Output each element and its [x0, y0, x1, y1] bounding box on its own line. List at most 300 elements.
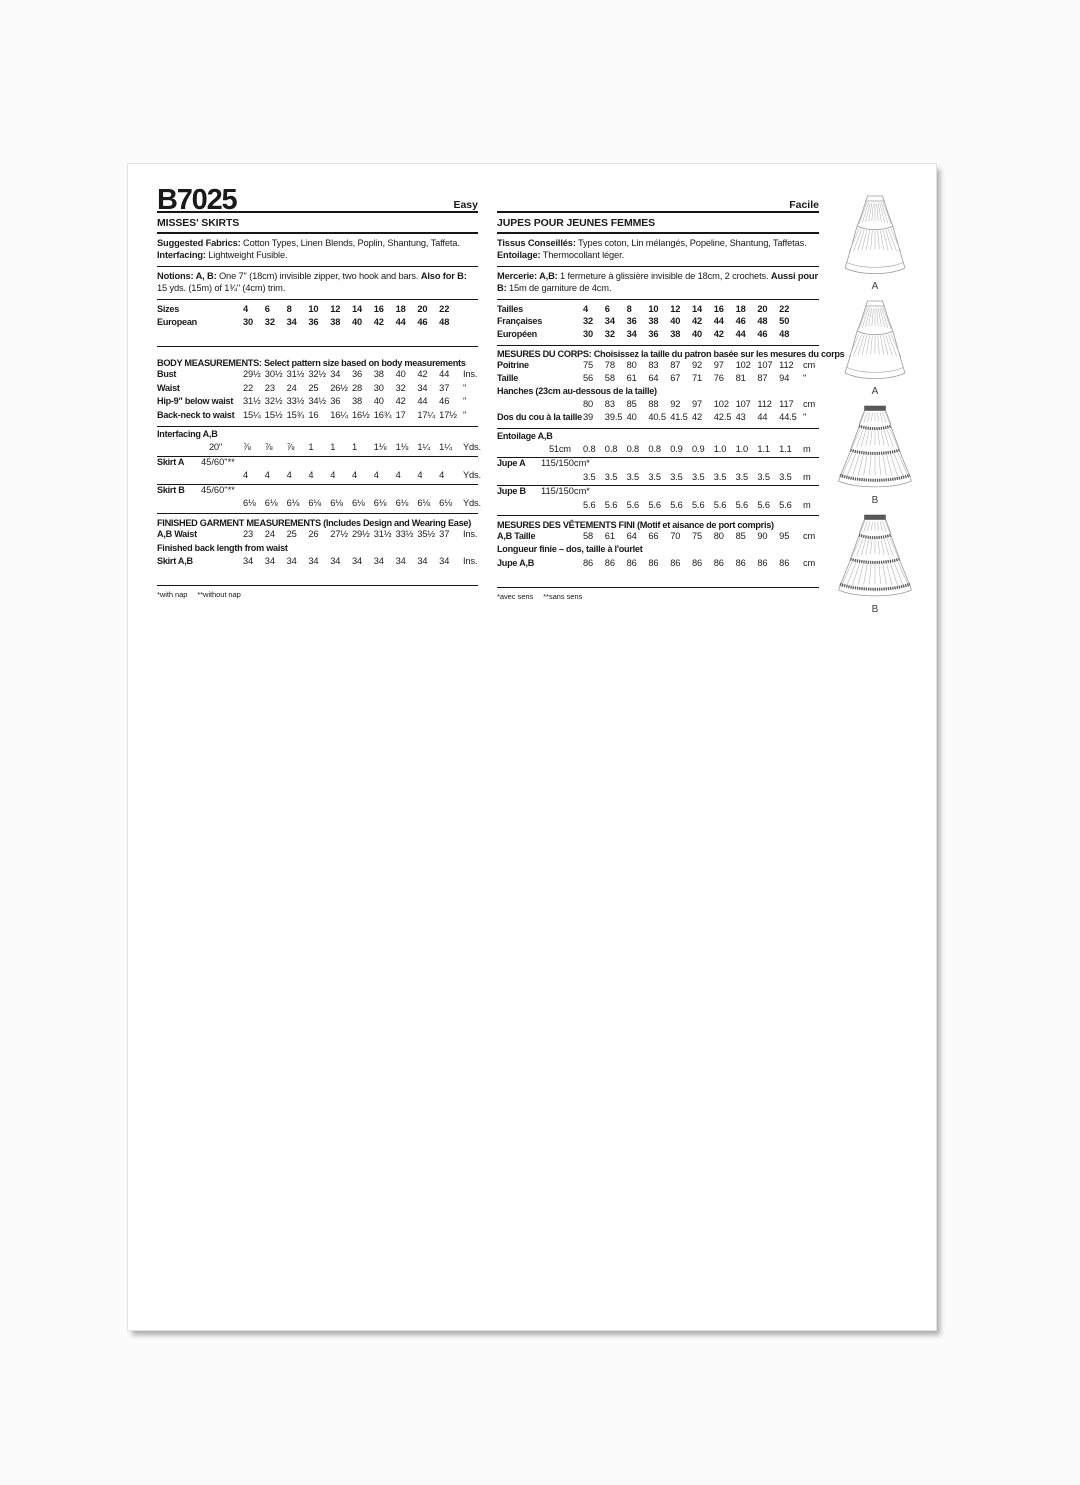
- row-value: 1: [351, 442, 358, 453]
- finished-row: [497, 558, 819, 571]
- row-value: 4: [439, 470, 445, 481]
- row-value: 48: [779, 329, 790, 340]
- row-value: 1.1: [757, 443, 770, 454]
- row-value: 86: [670, 557, 681, 568]
- row-value: 32½: [308, 369, 327, 380]
- row-value: 6⅛: [417, 497, 430, 508]
- row-value: 34: [417, 382, 428, 393]
- row-value: 34: [286, 317, 297, 328]
- finished-measurements-section: [497, 516, 819, 587]
- row-unit: ": [462, 396, 467, 407]
- row-value: 24: [264, 529, 275, 540]
- row-value: 34: [604, 316, 615, 327]
- row-value: 33½: [286, 396, 305, 407]
- size-row: [497, 304, 819, 317]
- row-value: 20: [757, 303, 768, 314]
- row-value: ⅞: [286, 442, 295, 453]
- row-value: 92: [670, 399, 681, 409]
- finished-measurements-header: MESURES DES VÊTEMENTS FINI (Motif et aisance de port compris): [497, 519, 774, 530]
- view-label: A: [871, 386, 879, 397]
- row-value: 32: [604, 329, 615, 340]
- row-value: 16¾: [373, 409, 392, 420]
- fabrics-label: Tissus Conseillés:: [497, 238, 576, 248]
- footnote-without-nap: **without nap: [197, 590, 241, 600]
- row-value: 32½: [264, 396, 283, 407]
- row-value: 38: [351, 396, 363, 407]
- row-value: 83: [648, 360, 659, 371]
- row-value: 4: [373, 470, 379, 481]
- fabric-width: 115/150cm*: [541, 486, 590, 497]
- row-value: 44.5: [779, 411, 797, 422]
- row-value: 34: [264, 556, 275, 567]
- fabric-width: 45/60"**: [201, 484, 235, 495]
- row-value: 1⅛: [373, 442, 387, 453]
- row-value: 34: [626, 329, 637, 340]
- row-unit: ": [462, 409, 467, 420]
- notions-label: Mercerie: A,B:: [497, 270, 558, 281]
- header-row: [497, 188, 819, 213]
- row-value: 1⅛: [395, 442, 409, 453]
- row-value: 75: [583, 360, 594, 371]
- row-value: 46: [735, 316, 746, 327]
- row-value: 31½: [243, 396, 261, 407]
- body-measurements-header: BODY MEASUREMENTS: Select pattern size based on body measurements: [157, 358, 466, 369]
- row-value: 102: [713, 399, 729, 409]
- row-unit: m: [802, 443, 811, 454]
- row-value: 16: [308, 409, 319, 420]
- row-label: European: [157, 317, 197, 328]
- row-value: 4: [243, 303, 249, 314]
- row-value: 25: [286, 529, 297, 540]
- row-value: 4: [417, 470, 423, 481]
- row-unit: Yds.: [462, 442, 481, 453]
- body-measurements-header: MESURES DU CORPS: Choisissez la taille du patron basée sur les mesures du corps: [497, 349, 845, 360]
- row-value: 25: [308, 382, 319, 393]
- row-value: 86: [779, 557, 790, 568]
- measurement-row: [497, 373, 819, 386]
- row-value: 67: [670, 372, 681, 383]
- row-value: 31½: [286, 369, 305, 380]
- row-value: 3.5: [670, 471, 683, 482]
- fabrics-text: Thermocollant léger.: [540, 250, 624, 261]
- row-value: 112: [779, 360, 794, 371]
- row-value: 42: [713, 329, 724, 340]
- footnote-with-nap: *with nap: [157, 590, 188, 600]
- yardage-row: [497, 472, 819, 485]
- row-value: 85: [735, 530, 746, 541]
- row-value: 27½: [330, 529, 348, 540]
- fabrics-paragraph: [157, 234, 478, 267]
- row-value: 34½: [308, 396, 327, 407]
- row-value: 34: [243, 556, 254, 567]
- row-value: 83: [604, 399, 615, 409]
- row-value: 42.5: [713, 411, 732, 422]
- yardage-row: [157, 470, 481, 483]
- row-value: 15¾: [286, 409, 305, 420]
- row-value: 33½: [395, 529, 414, 540]
- row-value: 30½: [264, 369, 283, 380]
- row-label: Skirt A,B: [157, 556, 193, 567]
- french-column: [497, 188, 845, 602]
- garment-view-b: [820, 513, 930, 615]
- row-value: 35½: [417, 529, 436, 540]
- measurement-row: [497, 360, 819, 373]
- row-unit: cm: [802, 360, 816, 371]
- row-unit: Ins.: [462, 529, 478, 540]
- pattern-number: B7025: [157, 184, 237, 216]
- row-value: 44: [395, 317, 406, 328]
- row-value: 44: [735, 329, 746, 340]
- row-value: 80: [626, 360, 637, 371]
- row-value: 37: [439, 529, 450, 540]
- row-value: 4: [264, 470, 270, 481]
- row-value: 22: [439, 303, 450, 314]
- row-value: 5.6: [648, 499, 661, 510]
- skirt-a-sketch: [836, 194, 914, 280]
- row-value: 46: [439, 396, 450, 407]
- row-value: 17½: [439, 409, 457, 420]
- row-label: Tailles: [497, 303, 523, 314]
- row-value: 34: [373, 556, 384, 567]
- yardage-row: [157, 497, 481, 511]
- measurement-row: [497, 412, 819, 425]
- row-value: 6⅛: [439, 497, 452, 508]
- row-value: 44: [417, 396, 428, 407]
- footnote-with-nap: *avec sens: [497, 592, 534, 602]
- row-unit: cm: [802, 557, 816, 568]
- row-value: 5.6: [779, 499, 792, 510]
- row-value: 44: [713, 316, 724, 327]
- row-value: 3.5: [604, 471, 618, 482]
- fabrics-text: Lightweight Fusible.: [205, 250, 288, 261]
- row-value: 38: [373, 369, 384, 380]
- row-value: 10: [308, 303, 319, 314]
- fabrics-text: Types coton, Lin mélangés, Popeline, Shantung, Taffetas.: [575, 238, 807, 248]
- row-label: Dos du cou à la taille: [497, 411, 582, 422]
- notions-paragraph: [497, 267, 819, 300]
- size-row: [497, 316, 819, 329]
- row-value: 56: [583, 372, 594, 383]
- row-value: 30: [583, 329, 594, 340]
- yardage-group-name: [157, 485, 478, 498]
- row-value: 97: [713, 360, 724, 371]
- difficulty-badge: Facile: [789, 199, 819, 211]
- row-value: 38: [330, 317, 341, 328]
- row-value: 42: [417, 369, 428, 380]
- nap-footnote: [497, 588, 819, 601]
- row-value: 0.9: [670, 443, 683, 454]
- header-row: [157, 184, 478, 216]
- row-value: 26½: [330, 382, 348, 393]
- fabrics-paragraph: [497, 234, 819, 267]
- row-value: 86: [757, 557, 768, 568]
- row-value: 58: [583, 530, 594, 541]
- row-value: 40: [373, 396, 384, 407]
- row-unit: Yds.: [462, 470, 481, 481]
- row-value: 80: [713, 530, 724, 541]
- row-value: 34: [395, 556, 406, 567]
- row-value: 86: [735, 557, 746, 568]
- row-unit: Ins.: [462, 369, 478, 380]
- row-value: 6⅛: [243, 497, 256, 508]
- row-unit: m: [802, 499, 811, 510]
- row-value: 3.5: [779, 471, 792, 482]
- row-value: 38: [670, 329, 681, 340]
- row-value: 92: [691, 360, 703, 371]
- row-value: 102: [735, 360, 751, 371]
- yardage-group-name: [497, 486, 819, 499]
- row-value: 22: [243, 382, 254, 393]
- row-value: 5.6: [757, 499, 770, 510]
- measurement-row: [157, 396, 478, 409]
- row-label: Bust: [157, 369, 177, 380]
- row-value: 78: [604, 360, 615, 371]
- row-value: 4: [330, 470, 336, 481]
- row-value: 29½: [351, 529, 370, 540]
- row-value: 36: [648, 329, 659, 340]
- row-label: Back-neck to waist: [157, 409, 235, 420]
- row-value: 34: [330, 369, 341, 380]
- row-value: 5.6: [583, 499, 596, 510]
- row-value: 58: [604, 372, 615, 383]
- notions-label: Aussi pour B:: [497, 270, 818, 294]
- row-value: 86: [604, 557, 615, 568]
- row-value: 87: [757, 372, 768, 383]
- finished-row: [157, 556, 478, 569]
- row-value: 42: [395, 396, 406, 407]
- row-value: 8: [626, 303, 632, 314]
- row-value: 64: [626, 530, 637, 541]
- row-value: 86: [626, 557, 637, 568]
- row-value: 48: [439, 317, 450, 328]
- row-value: 97: [691, 399, 703, 409]
- row-value: 40: [351, 317, 363, 328]
- row-value: 5.6: [604, 499, 618, 510]
- row-value: 14: [351, 303, 363, 314]
- yardage-group-name: [157, 457, 478, 470]
- row-value: 87: [670, 360, 681, 371]
- fabrics-label: Suggested Fabrics:: [157, 238, 241, 248]
- row-value: 40: [626, 411, 637, 422]
- row-value: 34: [286, 556, 297, 567]
- fabric-width: 45/60"**: [201, 456, 235, 467]
- row-value: 41.5: [670, 411, 688, 422]
- row-value: 34: [330, 556, 341, 567]
- nap-footnote: [157, 586, 478, 599]
- row-value: 38: [648, 316, 659, 327]
- row-value: 6⅛: [264, 497, 278, 508]
- row-value: 3.5: [735, 471, 749, 482]
- finished-measurements-section: [157, 514, 478, 585]
- row-value: 85: [626, 399, 637, 409]
- table-span-label: Longueur finie – dos, taille à l'ourlet: [497, 544, 643, 555]
- row-value: 66: [648, 530, 659, 541]
- row-value: 44: [757, 411, 768, 422]
- row-value: 36: [308, 317, 319, 328]
- row-value: 4: [286, 470, 292, 481]
- row-value: 6⅛: [330, 497, 343, 508]
- fabric-width: 115/150cm*: [541, 458, 590, 469]
- row-value: 86: [648, 557, 659, 568]
- skirt-a-sketch: [836, 299, 914, 385]
- row-value: 40: [395, 369, 406, 380]
- row-label: Taille: [497, 372, 519, 383]
- yardage-row: [497, 444, 819, 457]
- body-measurements-section: [157, 347, 478, 426]
- measurement-row: [497, 399, 819, 412]
- row-value: 5.6: [735, 499, 749, 510]
- row-label: A,B Taille: [497, 530, 536, 541]
- row-unit: ": [462, 382, 467, 393]
- row-value: 86: [691, 557, 703, 568]
- row-value: 117: [779, 399, 794, 409]
- row-value: 17: [395, 409, 406, 420]
- row-value: 61: [604, 530, 615, 541]
- row-label: Jupe A,B: [497, 557, 535, 568]
- row-unit: m: [802, 471, 811, 482]
- row-value: 36: [351, 369, 363, 380]
- row-value: 36: [626, 316, 637, 327]
- row-value: 44: [439, 369, 450, 380]
- measurement-row: [157, 410, 478, 423]
- row-value: 20: [417, 303, 428, 314]
- row-value: 88: [648, 399, 659, 409]
- row-value: 4: [583, 303, 589, 314]
- fabrics-text: Cotton Types, Linen Blends, Poplin, Shantung, Taffeta.: [240, 238, 460, 248]
- difficulty-badge: Easy: [453, 199, 478, 211]
- row-value: 76: [713, 372, 724, 383]
- row-value: 42: [691, 411, 703, 422]
- row-value: 81: [735, 372, 746, 383]
- notions-text: 15 yds. (15m) of 1¾" (4cm) trim.: [157, 283, 286, 294]
- row-value: 1: [330, 442, 336, 453]
- notions-label: Notions: A, B:: [157, 270, 217, 281]
- row-value: 94: [779, 372, 790, 383]
- row-value: 6⅛: [308, 497, 322, 508]
- row-value: 4: [308, 470, 314, 481]
- row-value: 31½: [373, 529, 392, 540]
- row-value: 5.6: [691, 499, 705, 510]
- row-value: 5.6: [670, 499, 683, 510]
- row-value: 3.5: [648, 471, 661, 482]
- row-value: 1.1: [779, 443, 792, 454]
- row-value: 107: [757, 360, 773, 371]
- view-label: B: [871, 495, 879, 506]
- row-label: Waist: [157, 382, 180, 393]
- row-value: 14: [691, 303, 703, 314]
- row-value: 48: [757, 316, 768, 327]
- row-value: 1¼: [439, 442, 452, 453]
- row-label: Hip-9" below waist: [157, 396, 234, 407]
- size-table: [497, 300, 819, 345]
- yardage-section: [157, 427, 481, 513]
- row-value: 12: [330, 303, 341, 314]
- row-label: 51cm: [549, 443, 571, 454]
- english-column: [157, 184, 481, 600]
- row-value: 16: [373, 303, 384, 314]
- row-value: 32: [583, 316, 594, 327]
- row-value: 0.9: [691, 443, 705, 454]
- row-value: 15½: [264, 409, 283, 420]
- row-value: 42: [691, 316, 703, 327]
- row-value: 30: [243, 317, 254, 328]
- row-value: 4: [243, 470, 249, 481]
- row-value: 42: [373, 317, 384, 328]
- group-name: Skirt B: [157, 484, 185, 495]
- row-value: 86: [713, 557, 724, 568]
- view-label: B: [871, 604, 879, 615]
- yardage-row: [157, 442, 481, 455]
- row-value: 30: [373, 382, 384, 393]
- row-value: 15¼: [243, 409, 261, 420]
- row-label: Européen: [497, 329, 537, 340]
- row-value: 4: [351, 470, 358, 481]
- row-value: 0.8: [626, 443, 640, 454]
- row-label: Sizes: [157, 303, 180, 314]
- row-label: A,B Waist: [157, 529, 197, 540]
- row-value: 1¼: [417, 442, 430, 453]
- row-unit: cm: [802, 530, 816, 541]
- garment-title: MISSES' SKIRTS: [157, 213, 478, 234]
- row-value: 80: [583, 399, 594, 409]
- row-label: 20": [209, 442, 222, 453]
- pattern-envelope-back-page: [127, 163, 937, 1331]
- measurement-row: [157, 383, 478, 396]
- row-value: 32: [395, 382, 406, 393]
- row-value: 1.0: [713, 443, 727, 454]
- row-label: Poitrine: [497, 360, 529, 371]
- yardage-group-name: Entoilage A,B: [497, 430, 553, 441]
- row-value: 16¼: [330, 409, 348, 420]
- row-value: 29½: [243, 369, 261, 380]
- row-value: 6: [264, 303, 270, 314]
- row-value: 10: [648, 303, 659, 314]
- row-value: ⅞: [264, 442, 273, 453]
- row-value: 24: [286, 382, 297, 393]
- row-value: 12: [670, 303, 681, 314]
- row-value: 46: [417, 317, 428, 328]
- row-unit: Ins.: [462, 556, 478, 567]
- row-value: 39.5: [604, 411, 623, 422]
- measurement-row: [157, 369, 478, 382]
- group-name: Skirt A: [157, 456, 185, 467]
- row-value: 6: [604, 303, 610, 314]
- row-value: 28: [351, 382, 363, 393]
- row-value: 23: [243, 529, 254, 540]
- row-value: 112: [757, 399, 772, 409]
- row-value: 18: [735, 303, 746, 314]
- row-value: 4: [395, 470, 401, 481]
- row-value: 95: [779, 530, 790, 541]
- row-value: 75: [691, 530, 703, 541]
- row-unit: Yds.: [462, 497, 481, 508]
- fabrics-label: Interfacing:: [157, 250, 206, 261]
- notions-text: One 7" (18cm) invisible zipper, two hook and bars.: [216, 270, 421, 281]
- row-value: 0.8: [604, 443, 618, 454]
- table-span-label: Finished back length from waist: [157, 542, 288, 553]
- yardage-section: [497, 429, 819, 515]
- row-value: 36: [330, 396, 341, 407]
- row-value: 3.5: [583, 471, 596, 482]
- row-value: ⅞: [243, 442, 251, 453]
- row-value: 32: [264, 317, 275, 328]
- group-name: Jupe A: [497, 458, 526, 469]
- size-row: [157, 317, 478, 330]
- row-value: 40: [670, 316, 681, 327]
- garment-view-a: [820, 299, 930, 397]
- yardage-group-name: [497, 458, 819, 471]
- size-table: [157, 300, 478, 347]
